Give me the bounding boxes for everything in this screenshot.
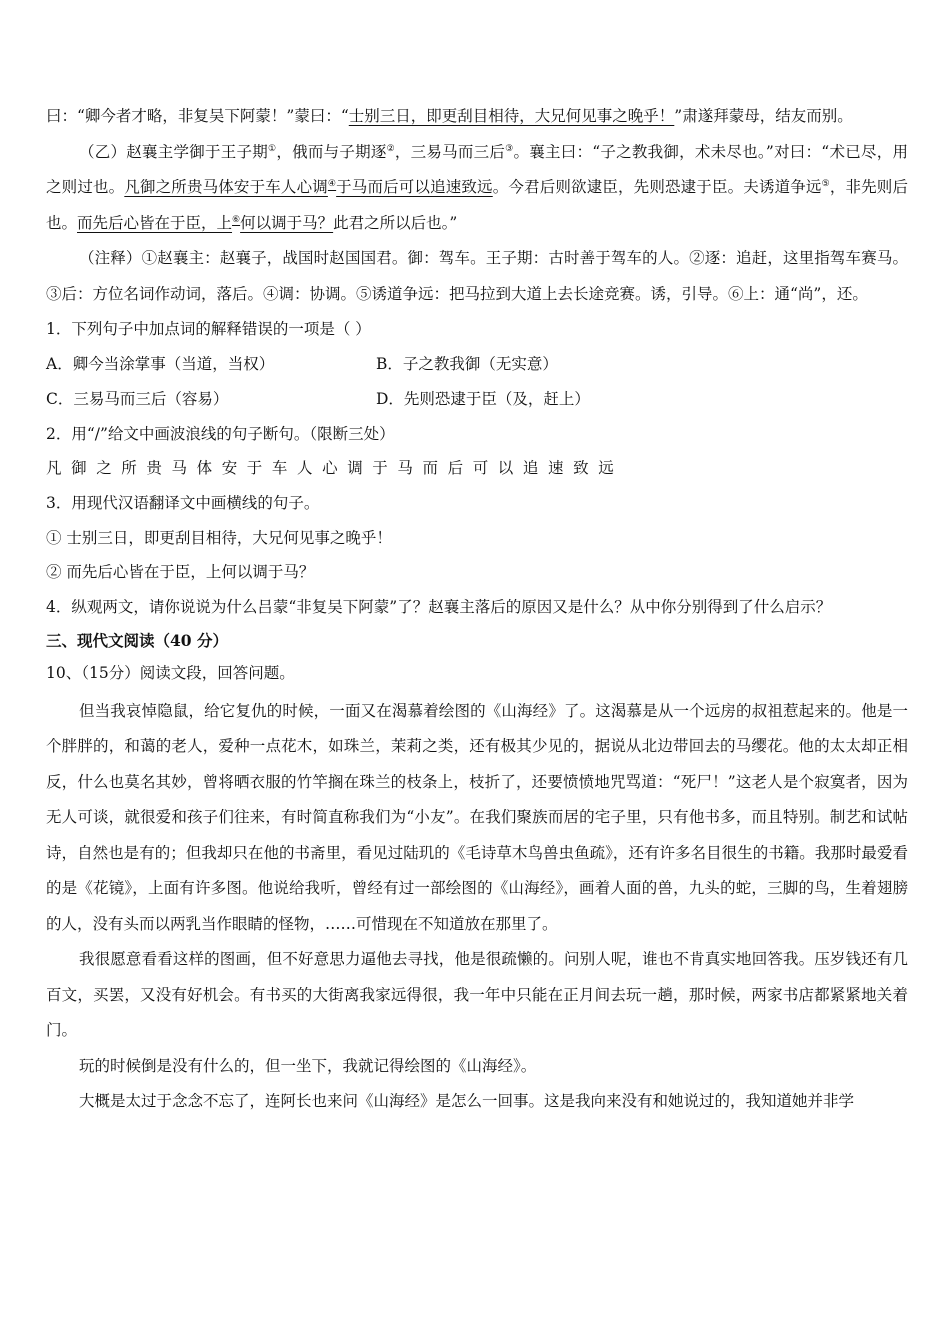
q3-item-1: ① 士别三日，即更刮目相待，大兄何见事之晚乎！	[46, 528, 392, 547]
jia-ending-paragraph	[46, 99, 908, 135]
wavy-sentence-part2: 于马而后可以追速致远	[336, 178, 493, 196]
footnote-2: ②	[386, 143, 395, 154]
q1-options-row-1	[46, 347, 908, 382]
passage-paragraph-3: 玩的时候倒是没有什么的，但一坐下，我就记得绘图的《山海经》。	[79, 1056, 537, 1075]
footnote-3: ③	[505, 143, 514, 154]
question-2: 2．用“/”给文中画波浪线的句子断句。（限断三处）	[46, 424, 395, 443]
section-3-title: 三、现代文阅读（40 分）	[46, 631, 228, 650]
yi-text-b: ，俄而与子期逐	[276, 142, 387, 161]
passage-paragraph-1: 但当我哀悼隐鼠，给它复仇的时候，一面又在渴慕着绘图的《山海经》了。这渴慕是从一个远房的叔祖惹起来的。他是一个胖胖的，和蔼的老人，爱种一点花木，如珠兰，茉莉之类，还有极其少见的，据说从北边带回去的马缨花。他的太太却正相反，什么也莫名其妙，曾将晒衣服的竹竿搁在珠兰的枝条上，枝折了，还要愤愤地咒骂道：“死尸！”这老人是个寂寞者，因为无人可谈，就很爱和孩子们往来，有时简直称我们为“小友”。在我们聚族而居的宅子里，只有他书多，而且特别。制艺和试帖诗，自然也是有的；但我却只在他的书斋里，看见过陆玑的《毛诗草木鸟兽虫鱼疏》，还有许多名目很生的书籍。我那时最爱看的是《花镜》，上面有许多图。他说给我听，曾经有过一部绘图的《山海经》，画着人面的兽，九头的蛇，三脚的鸟，生着翅膀的人，没有头而以两乳当作眼睛的怪物，……可惜现在不知道放在那里了。	[46, 701, 908, 933]
question-4: 4．纵观两文，请你说说为什么吕蒙“非复吴下阿蒙”了？赵襄主落后的原因又是什么？从中你分别得到了什么启示？	[46, 597, 832, 616]
yi-text-e: 。今君后则欲逮臣，先则恐逮于臣。夫诱道争远	[492, 178, 822, 196]
yi-text-c: ，三易马而三后	[394, 142, 506, 161]
option-c: C．三易马而三后（容易）	[46, 389, 229, 408]
yi-text-d: 。襄主曰：“子之教我御，术未尽也。”对曰：“术已尽，用之则过也。	[46, 142, 908, 196]
footnote-5: ⑤	[821, 178, 830, 189]
question-1: 1．下列句子中加点词的解释错误的一项是（ ）	[46, 320, 371, 338]
yi-text-g: 此君之所以后也。”	[333, 213, 458, 232]
option-a: A．卿今当涂掌事（当道，当权）	[46, 354, 275, 373]
underlined-sentence-part1: 而先后心皆在于臣，上	[77, 213, 233, 232]
question-3: 3．用现代汉语翻译文中画横线的句子。	[46, 494, 320, 512]
q1-options-row-2	[46, 382, 908, 417]
wavy-sentence-part1: 凡御之所贵马体安于车人心调	[124, 178, 328, 196]
yi-paragraph	[46, 135, 908, 242]
passage-paragraph-2: 我很愿意看看这样的图画，但不好意思力逼他去寻找，他是很疏懒的。问别人呢，谁也不肯真实地回答我。压岁钱还有几百文，买罢，又没有好机会。有书买的大街离我家远得很，我一年中只能在正月间去玩一趟，那时候，两家书店都紧紧地关着门。	[46, 950, 908, 1039]
page-content	[46, 99, 908, 1120]
jia-text-a: 曰：“卿今者才略，非复吴下阿蒙！”蒙曰：“	[46, 107, 349, 125]
question-10: 10、（15分）阅读文段，回答问题。	[46, 664, 295, 682]
option-b: B．子之教我御（无实意）	[376, 354, 558, 373]
q2-sentence: 凡御之所贵马体安于车人心调于马而后可以追速致远	[46, 459, 624, 477]
option-d: D．先则恐逮于臣（及，赶上）	[376, 389, 590, 408]
notes-paragraph: （注释）①赵襄主：赵襄子，战国时赵国国君。御：驾车。王子期：古时善于驾车的人。②逐：追赶，这里指驾车赛马。③后：方位名词作动词，落后。④调：协调。⑤诱道争远：把马拉到大道上去长途竞赛。诱，引导。⑥上：通“尚”，还。	[46, 249, 908, 303]
yi-text-f: ，非先则后也。	[46, 178, 908, 232]
footnote-1: ①	[268, 143, 277, 154]
footnote-6: ⑥	[232, 214, 241, 225]
jia-text-b: ”肃遂拜蒙母，结友而别。	[674, 107, 853, 125]
jia-underlined-sentence: 士别三日，即更刮目相待，大兄何见事之晚乎！	[348, 107, 675, 125]
yi-text-a: （乙）赵襄主学御于王子期	[79, 142, 268, 161]
q3-item-2: ② 而先后心皆在于臣，上何以调于马？	[46, 563, 315, 581]
underlined-sentence-part2: 何以调于马？	[240, 213, 334, 232]
passage-paragraph-4: 大概是太过于念念不忘了，连阿长也来问《山海经》是怎么一回事。这是我向来没有和她说过的，我知道她并非学	[79, 1092, 855, 1110]
footnote-4: ④	[327, 178, 337, 189]
